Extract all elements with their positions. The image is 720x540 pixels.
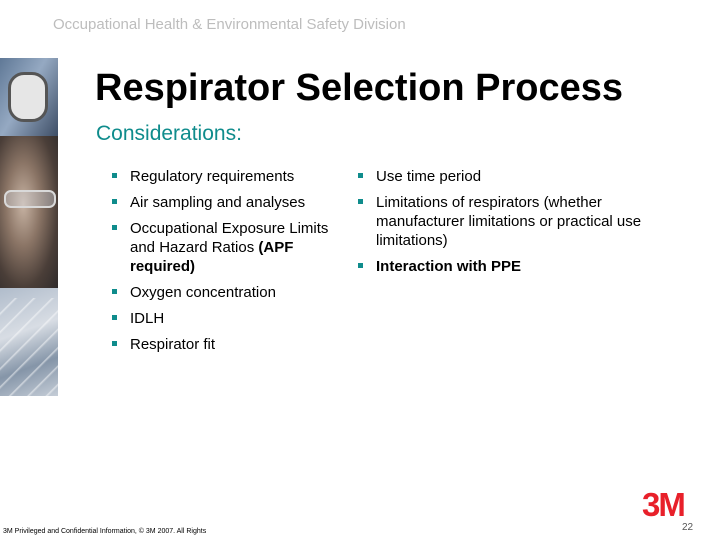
bullet-icon	[358, 263, 363, 268]
bullet-icon	[358, 199, 363, 204]
slide-title: Respirator Selection Process	[95, 67, 623, 109]
list-item: Use time period	[358, 167, 643, 186]
division-header: Occupational Health & Environmental Safety Division	[53, 16, 406, 33]
photo-strip-image	[0, 58, 58, 396]
bullet-icon	[358, 173, 363, 178]
list-item: IDLH	[112, 309, 352, 328]
3m-logo: 3M	[642, 486, 684, 523]
list-item: Oxygen concentration	[112, 283, 352, 302]
bullet-icon	[112, 199, 117, 204]
confidentiality-notice: 3M Privileged and Confidential Information, © 3M 2007. All Rights	[3, 528, 207, 535]
list-item: Occupational Exposure Limits and Hazard Ratios (APF required)	[112, 219, 352, 276]
list-item: Respirator fit	[112, 335, 352, 354]
list-item: Air sampling and analyses	[112, 193, 352, 212]
headset-image	[8, 72, 48, 122]
list-item: Regulatory requirements	[112, 167, 352, 186]
bullet-icon	[112, 173, 117, 178]
slide-subtitle: Considerations:	[96, 122, 242, 145]
page-number: 22	[682, 522, 694, 533]
bullet-icon	[112, 341, 117, 346]
safety-glasses-image	[4, 190, 56, 208]
bullet-icon	[112, 315, 117, 320]
right-bullet-list	[358, 167, 643, 283]
bullet-icon	[112, 225, 117, 230]
list-item: Limitations of respirators (whether manufacturer limitations or practical use limitations)	[358, 193, 643, 250]
left-bullet-list	[112, 167, 352, 361]
bullet-icon	[112, 289, 117, 294]
list-item: Interaction with PPE	[358, 257, 643, 276]
